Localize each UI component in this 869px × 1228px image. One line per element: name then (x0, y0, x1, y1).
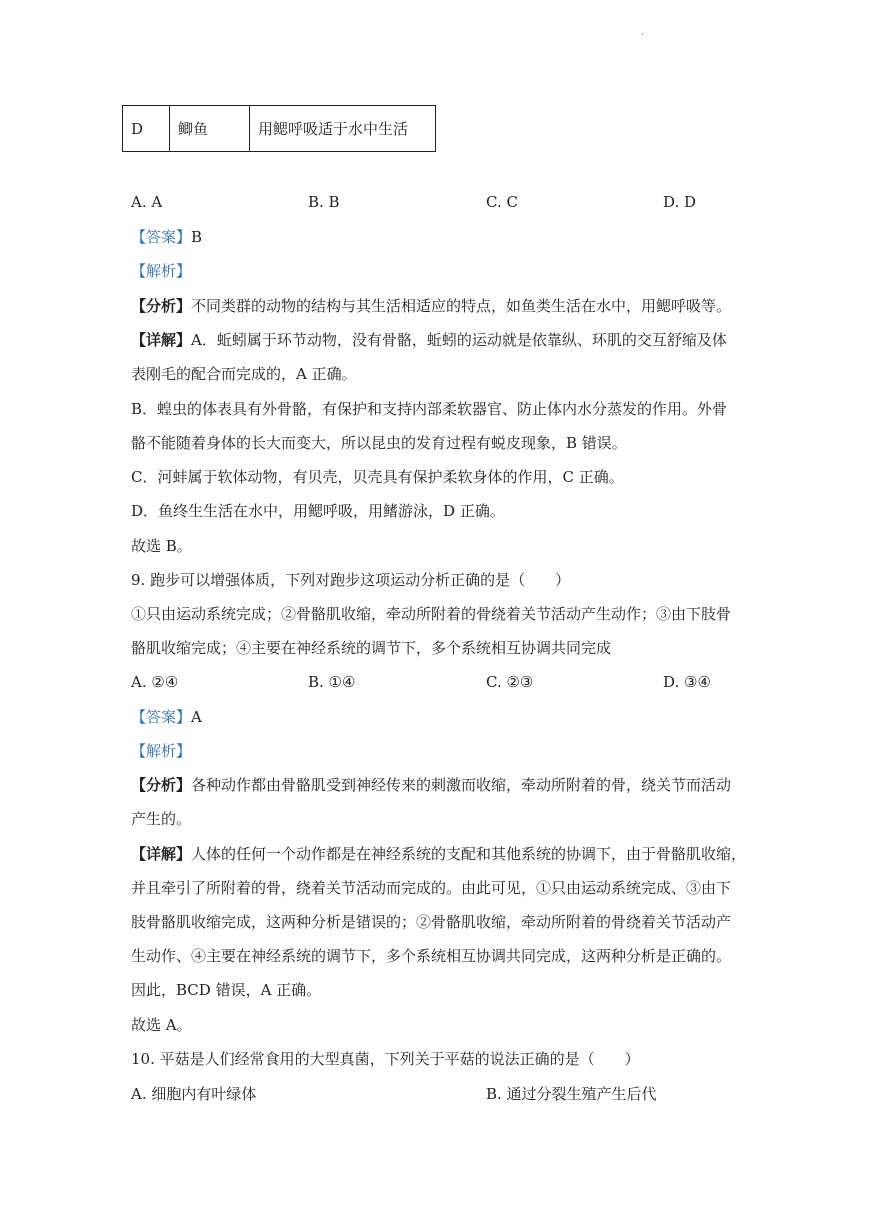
analysis-tag: 【解析】 (131, 262, 192, 280)
q8-line-b1: B．蝗虫的体表具有外骨骼，有保护和支持内部柔软器官、防止体内水分蒸发的作用。外骨 (131, 400, 728, 418)
q9-stem: 9. 跑步可以增强体质，下列对跑步这项运动分析正确的是（ ） (131, 571, 571, 589)
q8-option-c: C. C (486, 193, 518, 211)
q9-statements-1: ①只由运动系统完成；②骨骼肌收缩，牵动所附着的骨绕着关节活动产生动作；③由下肢骨 (131, 605, 732, 623)
q9-fenxi (131, 775, 731, 795)
q9-analysis-tag (131, 741, 191, 761)
xiangjie-text: A．蚯蚓属于环节动物，没有骨骼，蚯蚓的运动就是依靠纵、环肌的交互舒缩及体 (191, 331, 727, 349)
q9-fenxi-2: 产生的。 (131, 810, 192, 828)
q8-xiangjie (131, 330, 727, 350)
q9-xiangjie-4: 生动作、④主要在神经系统的调节下，多个系统相互协调共同完成，这两种分析是正确的。 (131, 947, 732, 965)
q8-answer (131, 227, 202, 247)
q8-fenxi (131, 296, 731, 316)
q9-option-d: D. ③④ (663, 673, 711, 691)
q9-xiangjie-5: 因此，BCD 错误，A 正确。 (131, 981, 322, 999)
q9-option-a: A. ②④ (131, 673, 179, 691)
q8-conclusion: 故选 B。 (131, 537, 192, 555)
q9-xiangjie (131, 844, 746, 864)
analysis-tag: 【解析】 (131, 742, 192, 760)
q8-analysis-tag (131, 261, 191, 281)
q10-stem: 10. 平菇是人们经常食用的大型真菌，下列关于平菇的说法正确的是（ ） (131, 1050, 640, 1068)
q8-option-d: D. D (663, 193, 697, 211)
answer-value: B (191, 228, 203, 246)
answer-tag: 【答案】 (131, 228, 192, 246)
q9-option-b: B. ①④ (308, 673, 356, 691)
table-cell-feature: 用鳃呼吸适于水中生活 (250, 106, 436, 152)
xiangjie-tag: 【详解】 (131, 331, 192, 349)
page-marker: · (641, 30, 644, 40)
xiangjie-tag: 【详解】 (131, 845, 192, 863)
fenxi-tag: 【分析】 (131, 297, 192, 315)
q9-xiangjie-3: 肢骨骼肌收缩完成，这两种分析是错误的；②骨骼肌收缩，牵动所附着的骨绕着关节活动产 (131, 913, 732, 931)
q10-option-a: A. 细胞内有叶绿体 (131, 1085, 257, 1103)
q8-option-b: B. B (308, 193, 340, 211)
q9-conclusion: 故选 A。 (131, 1016, 192, 1034)
q8-option-a: A. A (131, 193, 163, 211)
options-table (122, 105, 436, 152)
q8-line-b2: 骼不能随着身体的长大而变大，所以昆虫的发育过程有蜕皮现象，B 错误。 (131, 434, 627, 452)
q9-xiangjie-2: 并且牵引了所附着的骨，绕着关节活动而完成的。由此可见，①只由运动系统完成、③由下 (131, 879, 732, 897)
answer-value: A (191, 708, 202, 726)
q10-option-b: B. 通过分裂生殖产生后代 (486, 1085, 657, 1103)
fenxi-text: 各种动作都由骨骼肌受到神经传来的刺激而收缩，牵动所附着的骨，绕关节而活动 (191, 776, 732, 794)
q8-xiangjie-2: 表刚毛的配合而完成的，A 正确。 (131, 365, 357, 383)
q9-answer (131, 707, 202, 727)
fenxi-tag: 【分析】 (131, 776, 192, 794)
table-row (123, 106, 436, 152)
q8-line-c: C．河蚌属于软体动物，有贝壳，贝壳具有保护柔软身体的作用，C 正确。 (131, 468, 624, 486)
table-cell-letter: D (123, 106, 170, 152)
q9-option-c: C. ②③ (486, 673, 534, 691)
table-cell-animal: 鲫鱼 (170, 106, 250, 152)
q8-line-d: D．鱼终生生活在水中，用鳃呼吸，用鳍游泳，D 正确。 (131, 502, 505, 520)
q9-statements-2: 骼肌收缩完成；④主要在神经系统的调节下，多个系统相互协调共同完成 (131, 639, 612, 657)
answer-tag: 【答案】 (131, 708, 192, 726)
xiangjie-text: 人体的任何一个动作都是在神经系统的支配和其他系统的协调下，由于骨骼肌收缩， (191, 845, 747, 863)
fenxi-text: 不同类群的动物的结构与其生活相适应的特点，如鱼类生活在水中，用鳃呼吸等。 (191, 297, 732, 315)
